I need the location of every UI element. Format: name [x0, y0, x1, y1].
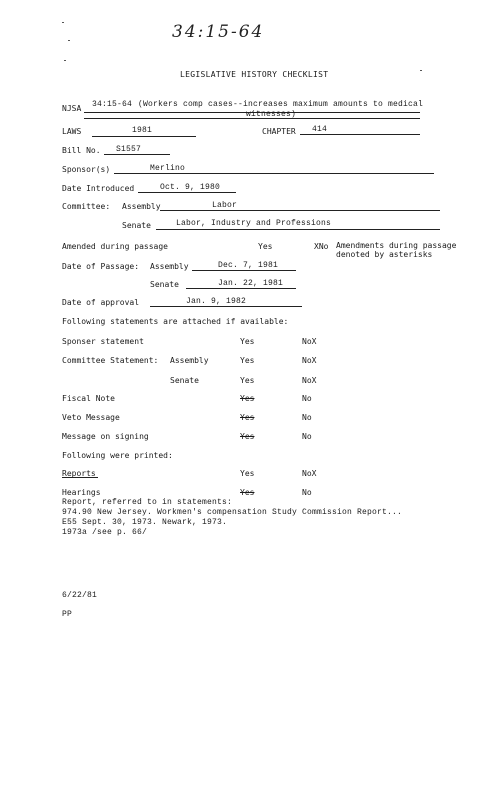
committee-assembly-label: Assembly	[122, 202, 161, 211]
committee-statement-senate-no: NoX	[302, 376, 317, 385]
amended-note-line1: Amendments during passage	[336, 241, 457, 250]
passage-senate-value: Jan. 22, 1981	[218, 279, 284, 288]
date-introduced-underline	[138, 192, 236, 193]
sponsor-label: Sponsor(s)	[62, 165, 111, 174]
approval-underline	[150, 306, 302, 307]
report-line2: 974.90 New Jersey. Workmen's compensation Study Commission Report...	[62, 508, 403, 517]
passage-assembly-underline	[192, 270, 296, 271]
laws-underline	[92, 136, 196, 137]
approval-label: Date of approval	[62, 298, 140, 307]
passage-label: Date of Passage:	[62, 262, 140, 271]
passage-assembly-value: Dec. 7, 1981	[218, 261, 279, 270]
signing-message-yes: Yes	[240, 432, 255, 441]
passage-assembly-label: Assembly	[150, 262, 189, 271]
laws-value: 1981	[132, 126, 153, 135]
veto-message-label: Veto Message	[62, 413, 120, 422]
passage-senate-label: Senate	[150, 280, 179, 289]
bill-label: Bill No.	[62, 146, 101, 155]
printed-heading: Following were printed:	[62, 451, 173, 460]
page-title: LEGISLATIVE HISTORY CHECKLIST	[180, 70, 329, 79]
committee-senate-value: Labor, Industry and Professions	[176, 219, 332, 228]
handwritten-number: 34:15-64	[172, 22, 265, 42]
sponsor-statement-no: NoX	[302, 337, 317, 346]
chapter-label: CHAPTER	[262, 127, 296, 136]
sponsor-statement-yes: Yes	[240, 337, 255, 346]
njsa-description-line1: (Workers comp cases--increases maximum amounts to medical	[138, 100, 424, 109]
amended-no: XNo	[314, 242, 329, 251]
sponsor-value: Merlino	[150, 164, 186, 173]
committee-label: Committee:	[62, 202, 111, 211]
chapter-underline	[300, 134, 420, 135]
fiscal-note-yes: Yes	[240, 394, 255, 403]
reports-yes: Yes	[240, 469, 255, 478]
bill-value: S1557	[116, 145, 142, 154]
signing-message-no: No	[302, 432, 312, 441]
hearings-label: Hearings	[62, 488, 101, 497]
hearings-yes: Yes	[240, 488, 255, 497]
committee-senate-underline	[156, 229, 440, 230]
njsa-label: NJSA	[62, 104, 82, 113]
footer-initials: PP	[62, 610, 73, 619]
sponsor-underline	[114, 173, 434, 174]
footer-date: 6/22/81	[62, 591, 98, 600]
passage-senate-underline	[186, 288, 296, 289]
fiscal-note-label: Fiscal Note	[62, 394, 115, 403]
committee-assembly-value: Labor	[212, 201, 238, 210]
reports-label: Reports	[62, 469, 96, 478]
committee-senate-label: Senate	[122, 221, 151, 230]
committee-assembly-underline	[160, 210, 440, 211]
report-line3: E55 Sept. 30, 1973. Newark, 1973.	[62, 518, 228, 527]
committee-statement-label: Committee Statement:	[62, 356, 159, 365]
chapter-value: 414	[312, 125, 328, 134]
njsa-description-line2: witnesses)	[246, 110, 297, 119]
bill-underline	[104, 154, 170, 155]
committee-statement-senate-label: Senate	[170, 376, 199, 385]
scan-speck	[420, 70, 422, 71]
njsa-value: 34:15-64	[92, 100, 133, 109]
veto-message-yes: Yes	[240, 413, 255, 422]
scan-speck	[64, 60, 66, 61]
committee-statement-assembly-yes: Yes	[240, 356, 255, 365]
hearings-no: No	[302, 488, 312, 497]
scan-speck	[62, 22, 64, 23]
committee-statement-senate-yes: Yes	[240, 376, 255, 385]
reports-underline	[62, 477, 98, 478]
approval-value: Jan. 9, 1982	[186, 297, 247, 306]
veto-message-no: No	[302, 413, 312, 422]
committee-statement-assembly-label: Assembly	[170, 356, 209, 365]
date-introduced-value: Oct. 9, 1980	[160, 183, 221, 192]
amended-label: Amended during passage	[62, 242, 168, 251]
scan-speck	[68, 40, 70, 41]
signing-message-label: Message on signing	[62, 432, 149, 441]
report-line1: Report, referred to in statements:	[62, 498, 233, 507]
date-introduced-label: Date Introduced	[62, 184, 135, 193]
laws-label: LAWS	[62, 127, 82, 136]
attached-heading: Following statements are attached if available:	[62, 317, 289, 326]
amended-yes: Yes	[258, 242, 273, 251]
fiscal-note-no: No	[302, 394, 312, 403]
njsa-underline-2	[84, 118, 420, 119]
committee-statement-assembly-no: NoX	[302, 356, 317, 365]
amended-note-line2: denoted by asterisks	[336, 250, 433, 259]
reports-no: NoX	[302, 469, 317, 478]
sponsor-statement-label: Sponser statement	[62, 337, 144, 346]
report-line4: 1973a /see p. 66/	[62, 528, 148, 537]
